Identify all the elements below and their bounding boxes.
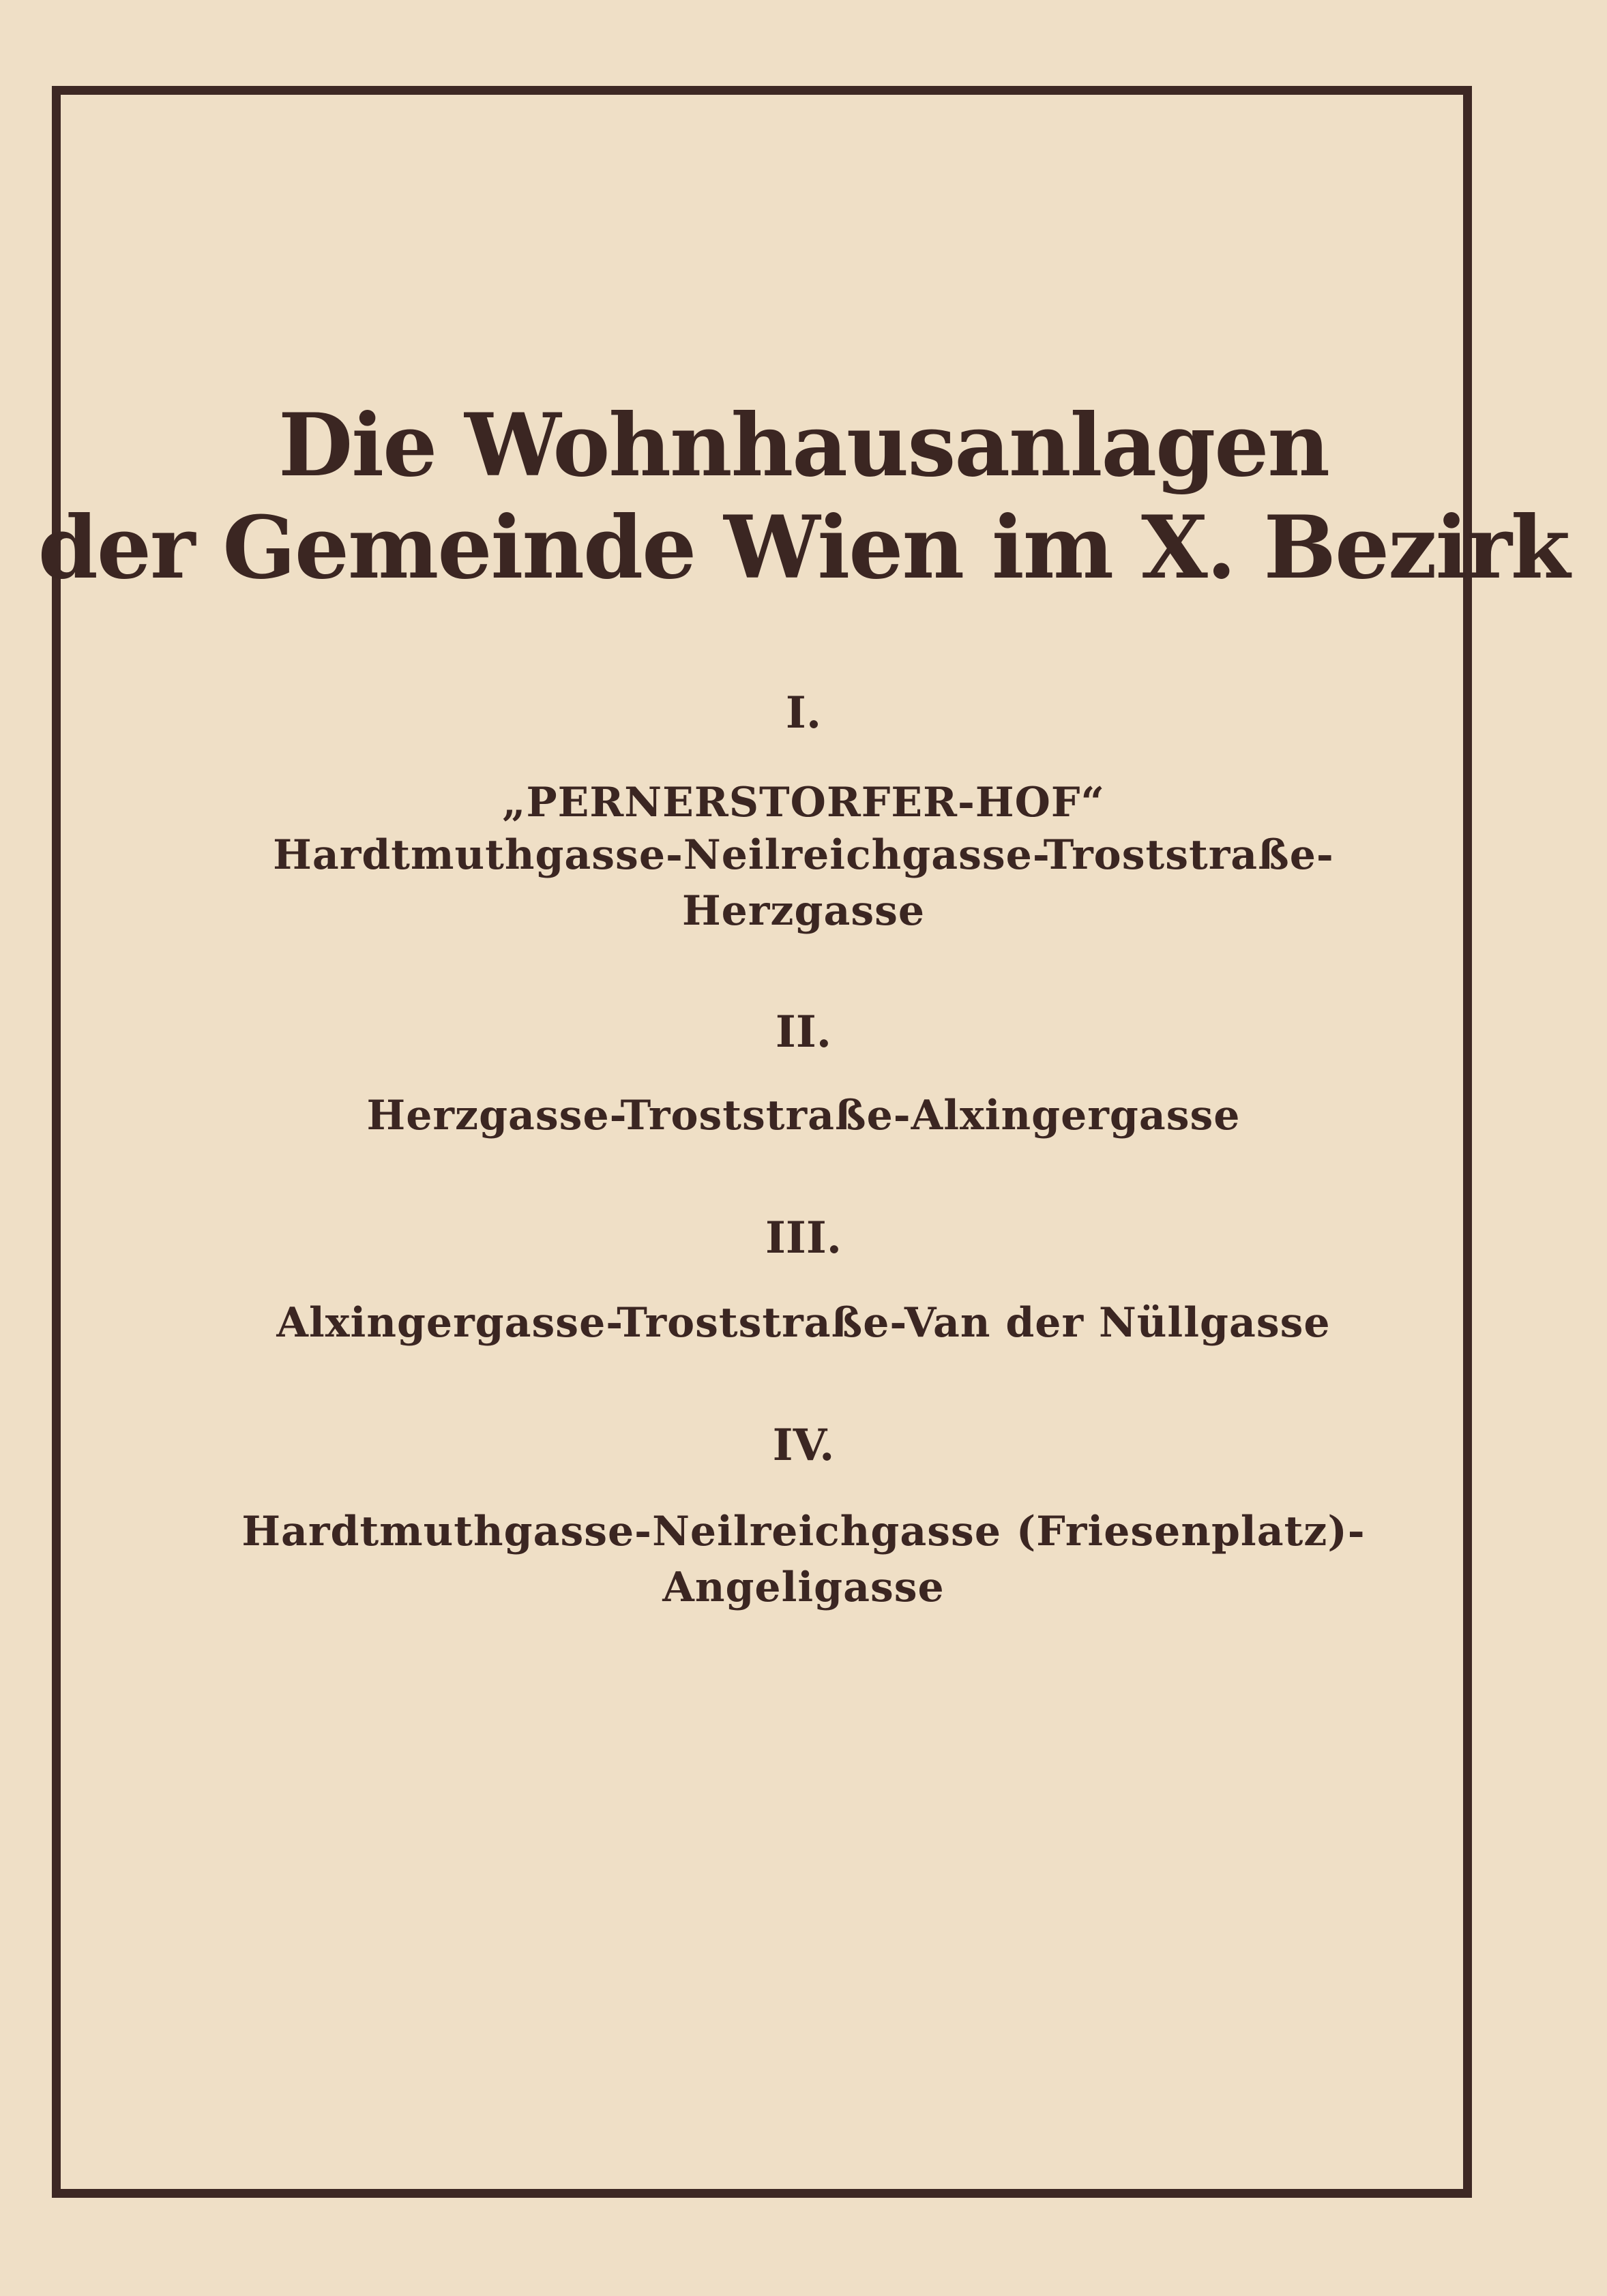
section-1-numeral: I. <box>785 687 822 739</box>
section-4-street-line-2: Angeligasse <box>662 1564 945 1611</box>
section-2-numeral: II. <box>775 1007 832 1058</box>
section-3-street-line-1: Alxingergasse-Troststraße-Van der Nüllgasse <box>276 1299 1331 1347</box>
title-line-2: der Gemeinde Wien im X. Bezirk <box>38 497 1569 598</box>
section-4-street-line-1: Hardtmuthgasse-Neilreichgasse (Friesenplatz)- <box>241 1508 1366 1555</box>
title-line-1: Die Wohnhausanlagen <box>278 395 1329 496</box>
section-1-street-line-1: Hardtmuthgasse-Neilreichgasse-Troststraße- <box>273 831 1334 879</box>
section-1-street-line-2: Herzgasse <box>681 887 926 935</box>
section-4-numeral: IV. <box>772 1420 835 1471</box>
page-title <box>0 394 1607 599</box>
section-2-street-line-1: Herzgasse-Troststraße-Alxingergasse <box>366 1092 1241 1139</box>
section-3-numeral: III. <box>765 1212 842 1264</box>
section-1-name: „PERNERSTORFER-HOF“ <box>502 779 1105 826</box>
